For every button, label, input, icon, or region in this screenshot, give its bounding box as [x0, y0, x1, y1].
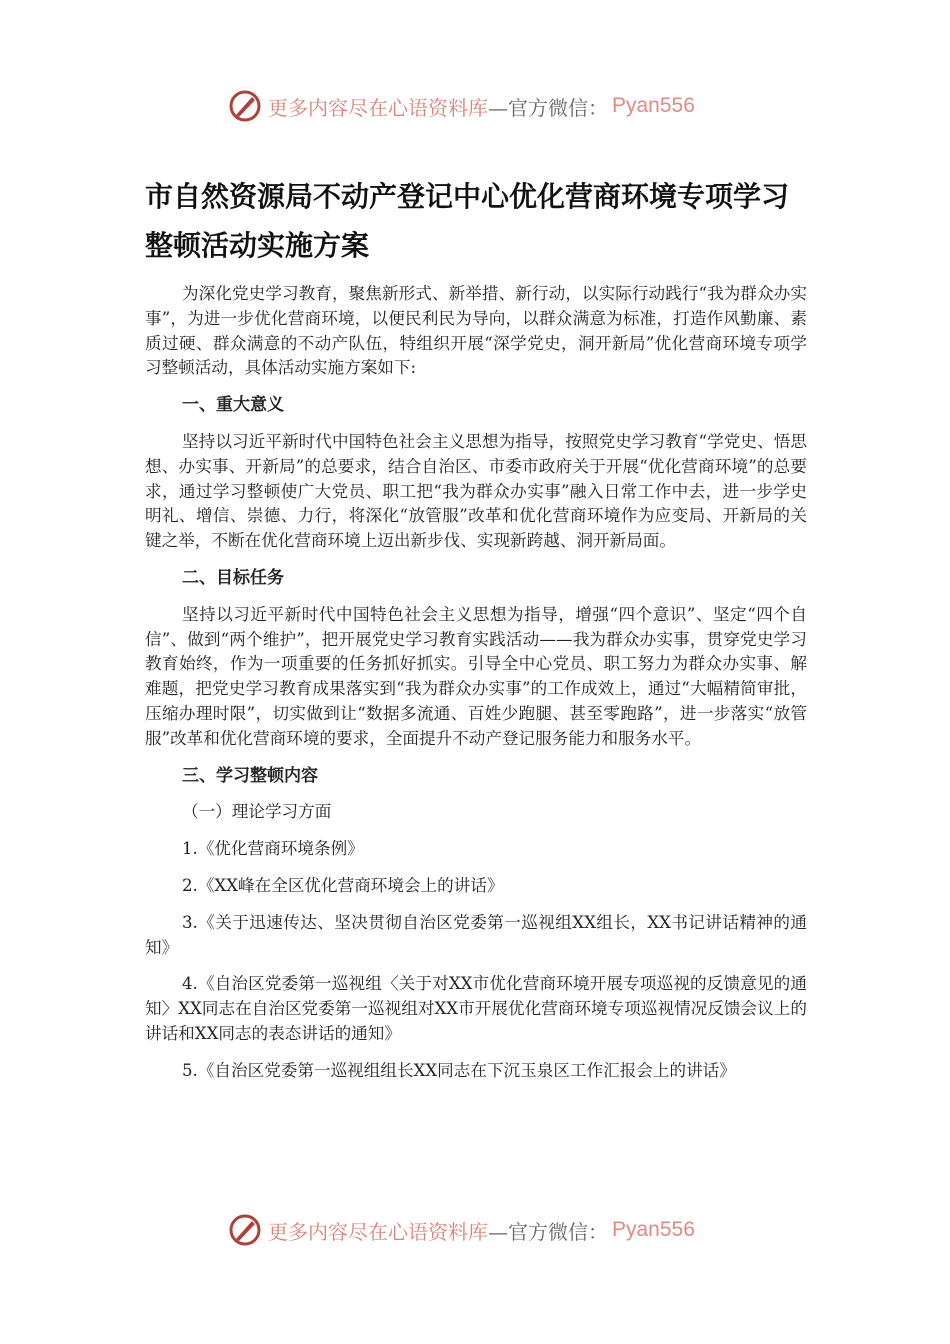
list-item: 2.《XX峰在全区优化营商环境会上的讲话》 — [182, 875, 504, 895]
header-banner — [228, 86, 695, 126]
banner-brand: 更多内容尽在心语资料库 — [268, 95, 488, 120]
banner-brand: 更多内容尽在心语资料库 — [268, 1219, 488, 1244]
section-heading: 二、目标任务 — [182, 567, 284, 588]
document-body — [145, 172, 807, 1084]
banner-dash: —官方微信： — [488, 1219, 608, 1244]
list-item: 3.《关于迅速传达、坚决贯彻自治区党委第一巡视组XX组长，XX书记讲话精神的通知》 — [145, 912, 807, 957]
intro-paragraph: 为深化党史学习教育，聚焦新形式、新举措、新行动，以实际行动践行“我为群众办实事”，为进一步优化营商环境，以便民利民为导向，以群众满意为标准，打造作风勤廉、素质过硬、群众满意的不动产队伍，特组织开展“深学党史，洞开新局”优化营商环境专项学习整顿活动，具体活动实施方案如下: — [145, 284, 807, 378]
list-item: 1.《优化营商环境条例》 — [182, 839, 364, 859]
banner-wechat: Pyan556 — [612, 1218, 695, 1241]
pen-logo-icon — [228, 1213, 262, 1247]
section-heading: 三、学习整顿内容 — [182, 765, 318, 786]
pen-logo-icon — [228, 89, 262, 123]
document-title: 市自然资源局不动产登记中心优化营商环境专项学习整顿活动实施方案 — [145, 180, 790, 262]
banner-wechat: Pyan556 — [612, 94, 695, 117]
footer-banner — [228, 1210, 695, 1250]
list-item: 5.《自治区党委第一巡视组组长XX同志在下沉玉泉区工作汇报会上的讲话》 — [182, 1060, 736, 1080]
banner-dash: —官方微信： — [488, 95, 608, 120]
section-body: 坚持以习近平新时代中国特色社会主义思想为指导，按照党史学习教育“学党史、悟思想、办实事、开新局”的总要求，结合自治区、市委市政府关于开展“优化营商环境”的总要求，通过学习整顿使广大党员、职工把“我为群众办实事”融入日常工作中去，进一步学史明礼、增信、崇德、力行，将深化“放管服”改革和优化营商环境作为应变局、开新局的关键之举，不断在优化营商环境上迈出新步伐、实现新跨越、洞开新局面。 — [145, 431, 807, 551]
section-heading: 一、重大意义 — [182, 395, 284, 416]
list-item: 4.《自治区党委第一巡视组〈关于对XX市优化营商环境开展专项巡视的反馈意见的通知〉XX同志在自治区党委第一巡视组对XX市开展优化营商环境专项巡视情况反馈会议上的讲话和XX同志的表态讲话的通知》 — [145, 974, 807, 1043]
subheading: （一）理论学习方面 — [182, 802, 332, 822]
section-body: 坚持以习近平新时代中国特色社会主义思想为指导，增强“四个意识”、坚定“四个自信”、做到“两个维护”，把开展党史学习教育实践活动——我为群众办实事，贯穿党史学习教育始终，作为一项重要的任务抓好抓实。引导全中心党员、职工努力为群众办实事、解难题，把党史学习教育成果落实到“我为群众办实事”的工作成效上，通过“大幅精简审批，压缩办理时限”，切实做到让“数据多流通、百姓少跑腿、甚至零跑路”，进一步落实“放管服”改革和优化营商环境的要求，全面提升不动产登记服务能力和服务水平。 — [145, 604, 807, 748]
